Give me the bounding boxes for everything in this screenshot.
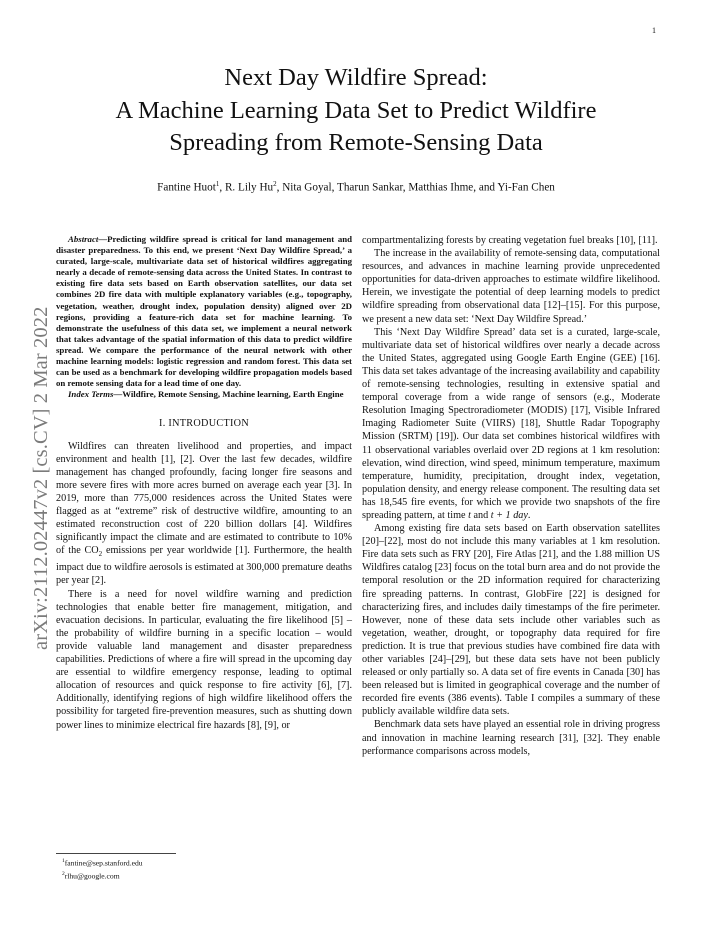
intro-paragraph-2-continued: compartmentalizing forests by creating vegetation fuel breaks [10], [11].	[362, 235, 658, 246]
intro-paragraph-6: Benchmark data sets have played an essential role in driving progress and innovation in machine learning research [31], [32]. They enable performance comparisons across models,	[362, 719, 660, 757]
footnote-2-email: rlhu@google.com	[64, 871, 120, 881]
footnote-1	[62, 856, 143, 869]
author-others: , Nita Goyal, Tharun Sankar, Matthias Ihme, and Yi-Fan Chen	[276, 181, 555, 194]
footnote-2-mark: 2	[62, 870, 65, 877]
intro-paragraph-4-end: .	[527, 509, 531, 521]
section-heading-introduction	[56, 417, 352, 430]
abstract	[56, 234, 352, 389]
author-huot: Fantine Huot	[157, 181, 216, 194]
right-column	[362, 234, 660, 758]
author-huot-footnote-mark: 1	[215, 180, 220, 188]
footnote-2	[62, 869, 143, 882]
footnotes	[62, 856, 143, 881]
left-column	[56, 234, 352, 732]
index-terms	[56, 389, 352, 400]
intro-paragraph-3: The increase in the availability of remote-sensing data, computational resources, and advances in machine learning provide unprecedented opportunities for data-driven approaches to estimate wildfire likelihood. Herein, we investigate the potential of deep learning models to predict wildfire spreading from observational data [12]–[15]. For this purpose, we present a new data set: ‘Next Day Wildfire Spread.’	[362, 248, 660, 325]
math-time-t: t	[468, 509, 471, 521]
author-hu-footnote-mark: 2	[273, 180, 277, 188]
intro-paragraph-2: There is a need for novel wildfire warning and prediction technologies that enable better fire management, mitigation, and evacuation decisions. In particular, evaluating the fire likelihood [5] – the probability of wildfire burning in a specific location – would provide valuable land management and disaster preparedness capabilities. Predictions of where a fire will spread in the upcoming day are essential to wildfire emergency response, leading to optimal allocation of resources and quick response to fire activity [6], [7]. Additionally, identifying regions of high wildfire likelihood offers the possibility for targeted fire-prevention measures, such as shutting down power lines to minimize electrical fire hazards [8], [9], or	[56, 588, 352, 731]
intro-paragraph-1-text-b: emissions per year worldwide [1]. Furthermore, the health impact due to wildfire aerosols is estimated at 300,000 premature deaths per year [2].	[56, 545, 353, 587]
co2-subscript: 2	[98, 550, 103, 559]
intro-paragraph-4-text: This ‘Next Day Wildfire Spread’ data set is a curated, large-scale, multivariate data set of historical wildfires over nearly a decade across the United States, aggregated using Google Earth Engine (GEE) [16]. This data set takes advantage of the increasing availability and capability of remote-sensing technologies, resulting in extensive spatial and temporal coverage from a wide range of sensors (e.g., Moderate Resolution Imaging Spectroradiometer (MODIS) [17], Visible Infrared Imaging Radiometer Suite (VIIRS) [18], Shuttle Radar Topography Mission (SRTM) [19]). Our data set combines historical wildfires with 11 observational variables overlaid over 2D regions at 1 km resolution: elevation, wind direction, wind speed, minimum temperature, maximum temperature, humidity, precipitation, drought index, vegetation, population density, and energy release component. The resulting data set has 18,545 fire events, for which we provide two snapshots of the fire spreading pattern, at time	[362, 326, 660, 521]
section-numeral: I. I	[159, 418, 173, 430]
title-line-1: Next Day Wildfire Spread:	[224, 64, 488, 91]
section-title: NTRODUCTION	[172, 418, 249, 430]
abstract-text: —Predicting wildfire spread is critical for land management and disaster preparedness. To this end, we present ‘Next Day Wildfire Spread,’ a curated, large-scale, multivariate data set of historical wildfires aggregating nearly a decade of remote-sensing data across the United States. In contrast to existing fire data sets based on Earth observation satellites, our data set combines 2D fire data with multiple explanatory variables (e.g., topography, vegetation, weather, drought index, population density) aligned over 2D regions, providing a feature-rich data set for machine learning. To demonstrate the usefulness of this data set, we implement a neural network that takes advantage of the spatial information of this data to predict wildfire spread. We compare the performance of the neural network with other machine learning models: logistic regression and random forest. This data set can be used as a benchmark for developing wildfire propagation models based on remote sensing data for a lead time of one day.	[56, 234, 352, 389]
paper-title	[56, 62, 656, 160]
author-hu: , R. Lily Hu	[219, 181, 274, 194]
arxiv-identifier-stamp: arXiv:2112.02447v2 [cs.CV] 2 Mar 2022	[30, 306, 52, 650]
intro-paragraph-5: Among existing fire data sets based on Earth observation satellites [20]–[22], most do not include this many variables at 1 km resolution. Fire data sets such as FRY [20], Fire Atlas [21], and the 1.88 million US Wildfires catalog [23] focus on the total burn area and do not provide the temporal resolution or the 2D information required for characterizing fire spreading patterns. In contrast, GlobFire [22] is designed for characterizing fires, and includes daily timestamps of the fire perimeter. However, none of these data sets include other variables such as vegetation, weather, drought, or topography data required for fire prediction. It is true that previous studies have combined fire data with other variables [24]–[29], but these data sets have not been publicly released or only partially so. A data set of fire events in Canada [30] has been released but is limited in geographical coverage and the number of recorded fire events (386 events). Table I compiles a summary of these publicly available wildfire data sets.	[362, 523, 660, 718]
footnote-1-mark: 1	[62, 858, 65, 864]
intro-paragraph-4	[362, 326, 660, 522]
title-line-3: Spreading from Remote-Sensing Data	[169, 129, 543, 156]
intro-paragraph-1	[56, 440, 352, 588]
author-list	[56, 180, 656, 194]
intro-paragraph-4-and: and	[470, 509, 491, 521]
footnote-divider	[56, 853, 176, 854]
index-terms-text: —Wildfire, Remote Sensing, Machine learning, Earth Engine	[113, 389, 344, 400]
math-time-t-plus-one-day: t + 1 day	[490, 509, 528, 521]
footnote-1-email: fantine@sep.stanford.edu	[64, 858, 143, 868]
title-line-2: A Machine Learning Data Set to Predict Wildfire	[115, 96, 597, 124]
page-number: 1	[652, 26, 656, 35]
abstract-label: Abstract	[68, 234, 99, 244]
intro-paragraph-1-text-a: Wildfires can threaten livelihood and properties, and impact environment and health [1], [2]. Over the last few decades, wildfire management has changed profoundly, facing longer fire seasons and more severe fires with more acres burned on average each year [3]. In 2019, more than 775,000 residences across the United States were flagged as at “extreme” risk of destructive wildfire, amounting to an estimated reconstruction cost of 220 billion dollars [4]. Wildfires significantly impact the climate and are estimated to contribute to 10% of the CO	[56, 440, 352, 557]
index-terms-label: Index Terms	[68, 389, 114, 400]
